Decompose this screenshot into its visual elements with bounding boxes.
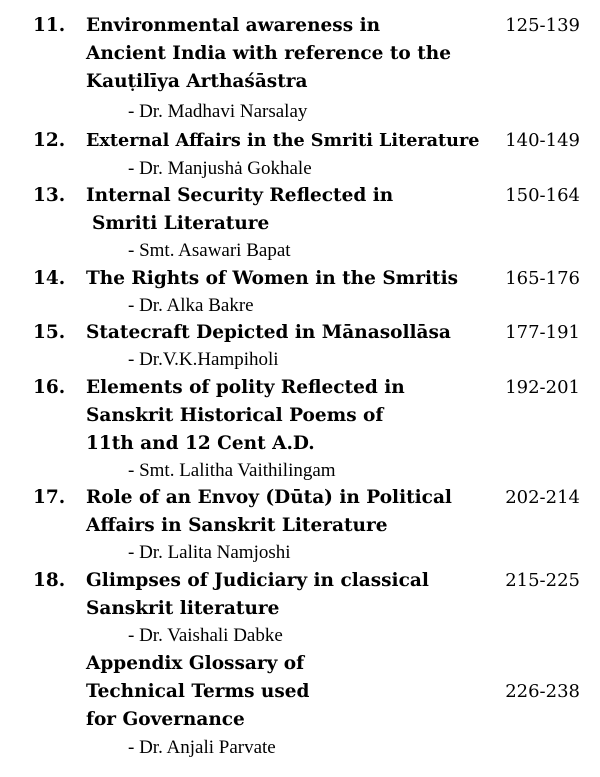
entry-title bbox=[86, 182, 506, 238]
entry-author: - Smt. Lalitha Vaithilingam bbox=[128, 460, 336, 481]
entry-pages: 192-201 bbox=[505, 377, 580, 398]
entry-title-line: Role of an Envoy (Dūta) in Political bbox=[86, 487, 452, 508]
entry-author: - Dr. Madhavi Narsalay bbox=[128, 101, 308, 122]
entry-title-line: Kauṭilīya Arthaśāstra bbox=[86, 71, 308, 92]
entry-title bbox=[86, 265, 506, 293]
entry-author: - Dr. Alka Bakre bbox=[128, 295, 254, 316]
entry-title-line: Appendix Glossary of bbox=[86, 653, 305, 674]
entry-title-line: for Governance bbox=[86, 709, 245, 730]
entry-title-line: Technical Terms used bbox=[86, 681, 310, 702]
entry-pages: 177-191 bbox=[505, 322, 580, 343]
entry-pages: 226-238 bbox=[505, 681, 580, 702]
entry-title-line: Internal Security Reflected in bbox=[86, 185, 394, 206]
entry-title-line: Sanskrit literature bbox=[86, 598, 280, 619]
entry-title bbox=[86, 650, 506, 734]
entry-title-line: Ancient India with reference to the bbox=[86, 43, 451, 64]
entry-title-line: The Rights of Women in the Smritis bbox=[86, 268, 459, 289]
entry-title-line: Sanskrit Historical Poems of bbox=[86, 405, 384, 426]
entry-title bbox=[86, 567, 506, 623]
entry-number: 13. bbox=[33, 185, 66, 206]
entry-pages: 202-214 bbox=[505, 487, 580, 508]
entry-title-line: Smriti Literature bbox=[92, 213, 270, 234]
entry-number: 15. bbox=[33, 322, 66, 343]
entry-number: 18. bbox=[33, 570, 66, 591]
entry-author: - Dr.V.K.Hampiholi bbox=[128, 349, 279, 370]
entry-title bbox=[86, 484, 506, 540]
entry-number: 17. bbox=[33, 487, 66, 508]
entry-pages: 150-164 bbox=[505, 185, 580, 206]
entry-title-line: Statecraft Depicted in Mānasollāsa bbox=[86, 322, 451, 343]
entry-title-line: Glimpses of Judiciary in classical bbox=[86, 570, 429, 591]
entry-title-line: Elements of polity Reflected in bbox=[86, 377, 405, 398]
entry-pages: 140-149 bbox=[505, 130, 580, 151]
entry-author: - Dr. Vaishali Dabke bbox=[128, 625, 283, 646]
entry-title bbox=[86, 12, 506, 96]
entry-title bbox=[86, 127, 526, 155]
entry-title bbox=[86, 374, 506, 458]
entry-pages: 165-176 bbox=[505, 268, 580, 289]
entry-author: - Dr. Lalita Namjoshi bbox=[128, 542, 291, 563]
entry-author: - Dr. Manjushȧ Gokhale bbox=[128, 158, 312, 179]
entry-number: 14. bbox=[33, 268, 66, 289]
entry-author: - Dr. Anjali Parvate bbox=[128, 737, 276, 758]
entry-pages: 125-139 bbox=[505, 15, 580, 36]
entry-title-line: Affairs in Sanskrit Literature bbox=[86, 515, 388, 536]
entry-number: 16. bbox=[33, 377, 66, 398]
entry-author: - Smt. Asawari Bapat bbox=[128, 240, 291, 261]
entry-title-line: External Affairs in the Smriti Literature bbox=[86, 130, 480, 151]
entry-pages: 215-225 bbox=[505, 570, 580, 591]
entry-title-line: Environmental awareness in bbox=[86, 15, 381, 36]
entry-number: 12. bbox=[33, 130, 66, 151]
entry-number: 11. bbox=[33, 15, 66, 36]
entry-title bbox=[86, 319, 506, 347]
entry-title-line: 11th and 12 Cent A.D. bbox=[86, 433, 315, 454]
